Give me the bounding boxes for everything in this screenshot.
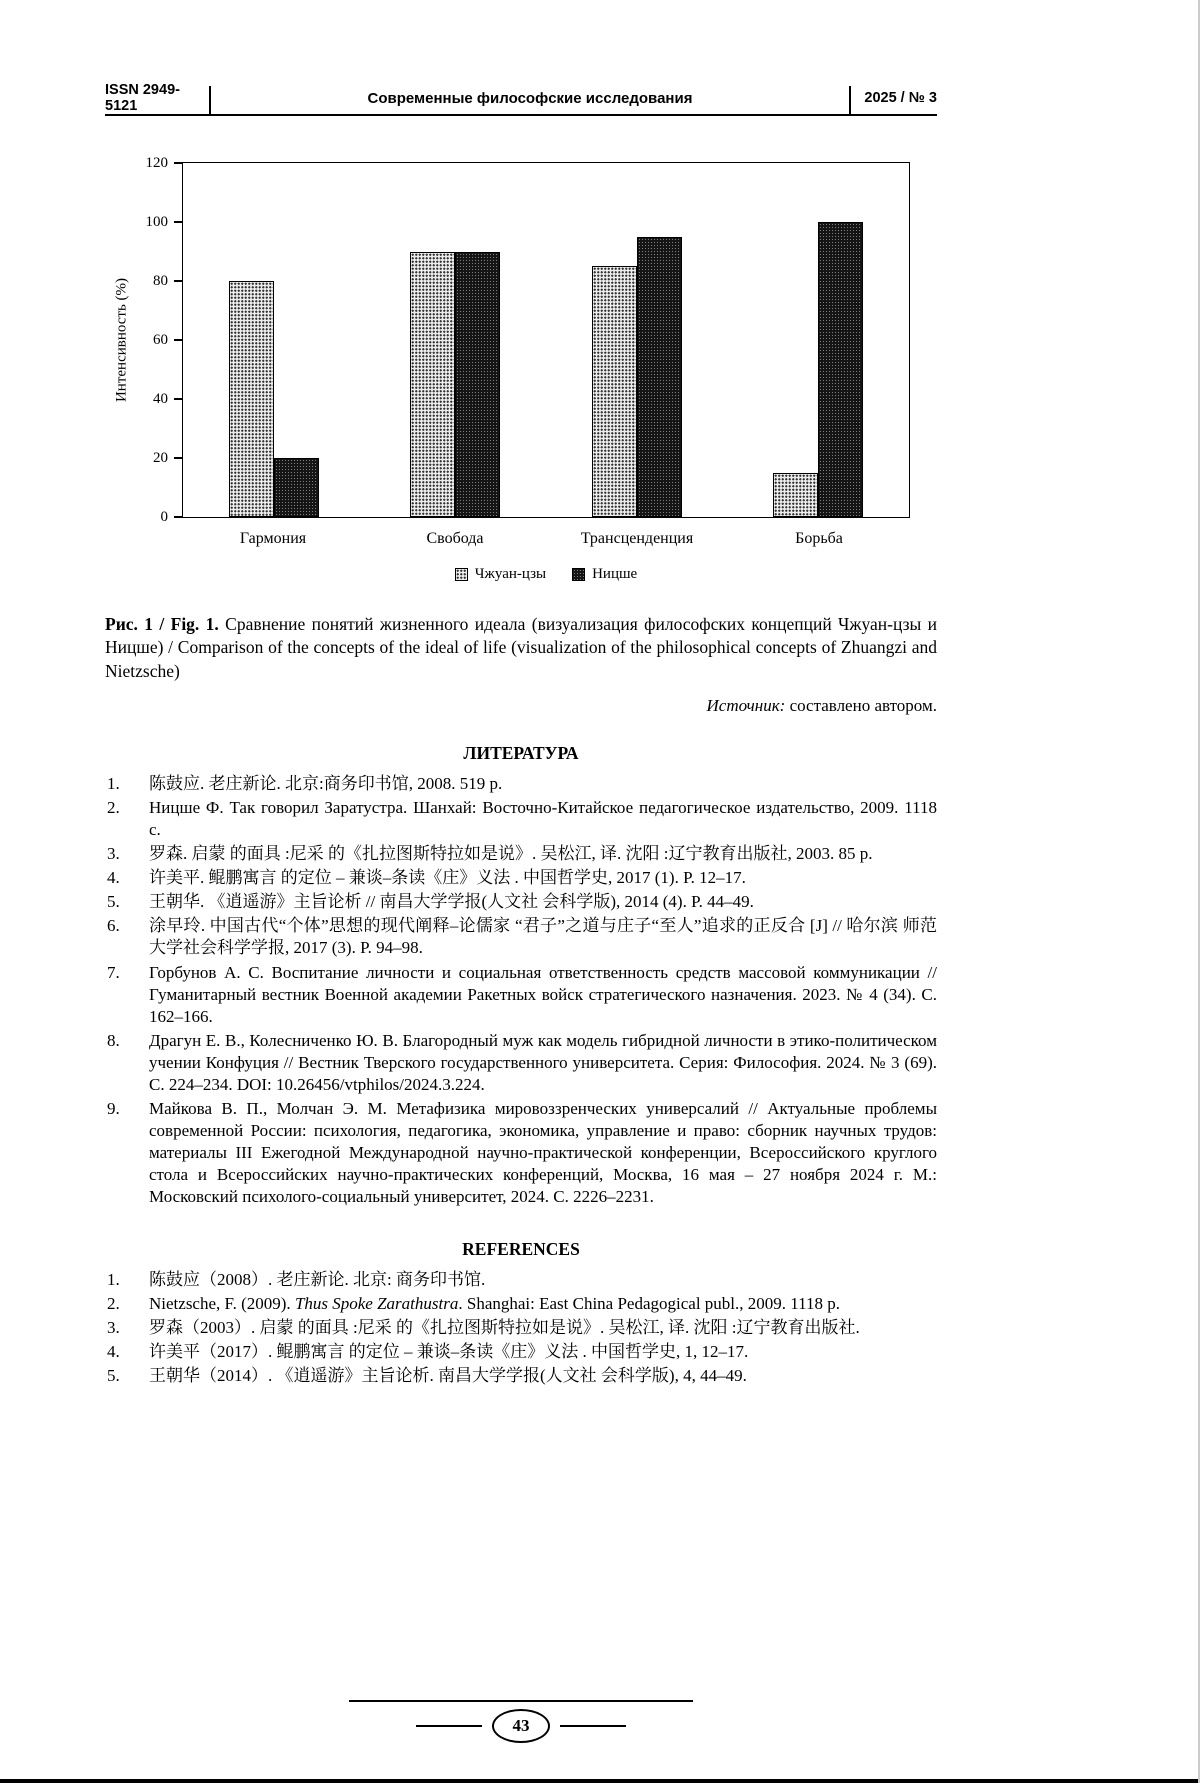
reference-item — [105, 1293, 937, 1315]
legend-swatch-icon — [572, 568, 585, 581]
bar-group — [365, 163, 547, 517]
bar — [229, 281, 274, 517]
legend-swatch-icon — [455, 568, 468, 581]
figure-caption — [105, 613, 937, 683]
page-header — [105, 82, 937, 116]
reference-text: Майкова В. П., Молчан Э. М. Метафизика мировоззренческих универсалий // Актуальные проблемы современной России: психология, педагогика, экономика, управление и право: сборник научных трудов: материалы III Ежегодной Международной научно-практической конференции, Всероссийского круглого стола и Всероссийских научно-практических конференций, Москва, 16 мая – 27 ноября 2024 г. М.: Московский психолого-социальный университет, 2024. С. 2226–2231. — [149, 1099, 937, 1207]
reference-number: 5. — [107, 1365, 120, 1385]
reference-number: 7. — [107, 962, 120, 982]
reference-item — [105, 891, 937, 913]
reference-item — [105, 843, 937, 865]
x-category-label: Борьба — [795, 530, 843, 547]
bar-group — [183, 163, 365, 517]
reference-text: 王朝华（2014）. 《逍遥游》主旨论析. 南昌大学学报(人文社 会科学版), 4, 44–49. — [149, 1365, 747, 1385]
y-tick-label: 20 — [153, 450, 168, 467]
y-tick-label: 60 — [153, 332, 168, 348]
issn-label: ISSN 2949-5121 — [105, 82, 180, 114]
y-tick-mark — [174, 221, 183, 223]
legend-item — [572, 566, 637, 583]
reference-text: 罗森（2003）. 启蒙 的面具 :尼采 的《扎拉图斯特拉如是说》. 吴松江, 译. 沈阳 :辽宁教育出版社. — [149, 1317, 860, 1337]
reference-number: 2. — [107, 797, 120, 817]
y-tick-mark — [174, 516, 183, 518]
y-tick-label: 120 — [145, 155, 168, 171]
source-label: Источник: — [706, 695, 786, 715]
bar — [818, 222, 863, 517]
reference-text: 陈鼓应（2008）. 老庄新论. 北京: 商务印书馆. — [149, 1269, 486, 1289]
chart-plot-area — [145, 155, 910, 525]
reference-number: 6. — [107, 916, 120, 936]
source-note — [105, 696, 937, 716]
bar-chart — [113, 155, 910, 525]
bar — [773, 473, 818, 517]
reference-text: 罗森. 启蒙 的面具 :尼采 的《扎拉图斯特拉如是说》. 吴松江, 译. 沈阳 :辽宁教育出版社, 2003. 85 p. — [149, 844, 873, 864]
reference-item — [105, 773, 937, 795]
reference-number: 1. — [107, 773, 120, 793]
reference-number: 8. — [107, 1030, 120, 1050]
reference-item — [105, 1317, 937, 1339]
x-category-label: Свобода — [426, 530, 484, 547]
legend-label: Ницше — [592, 566, 638, 582]
reference-number: 4. — [107, 868, 120, 888]
reference-text: Ницше Ф. Так говорил Заратустра. Шанхай: Восточно-Китайское педагогическое издательство, 2009. 1118 с. — [149, 797, 937, 839]
bar — [410, 252, 455, 518]
figure-1 — [105, 155, 937, 716]
page-footer — [105, 1700, 937, 1743]
y-tick-label: 40 — [153, 391, 168, 408]
reference-text: Nietzsche, F. (2009). Thus Spoke Zarathustra. Shanghai: East China Pedagogical publ., 2009. 1118 p. — [149, 1293, 841, 1313]
y-tick-mark — [174, 339, 183, 341]
references-heading: REFERENCES — [462, 1238, 580, 1259]
y-tick-mark — [174, 457, 183, 459]
y-tick-mark — [174, 398, 183, 400]
bar — [274, 458, 319, 517]
page-content — [105, 155, 937, 1387]
journal-title: Современные философские исследования — [367, 89, 693, 107]
reference-text: 陈鼓应. 老庄新论. 北京:商务印书馆, 2008. 519 p. — [149, 773, 503, 793]
y-tick-label: 100 — [145, 214, 168, 230]
reference-item — [105, 1269, 937, 1291]
footer-rule — [349, 1700, 693, 1702]
reference-item — [105, 962, 937, 1028]
issue-label: 2025 / № 3 — [864, 90, 937, 106]
bar — [637, 237, 682, 517]
x-category-label: Гармония — [239, 530, 307, 547]
reference-text: Горбунов А. С. Воспитание личности и социальная ответственность средств массовой коммуникации // Гуманитарный вестник Военной академии Ракетных войск стратегического назначения. 2023. № 4 (34). С. 162–166. — [149, 962, 937, 1026]
chart-legend — [182, 566, 910, 583]
y-tick-label: 80 — [153, 273, 168, 290]
reference-text: 许美平. 鲲鹏寓言 的定位 – 兼谈–条读《庄》义法 . 中国哲学史, 2017 (1). P. 12–17. — [149, 868, 746, 888]
literature-list — [105, 773, 937, 1209]
reference-number: 4. — [107, 1341, 120, 1361]
bar — [592, 266, 637, 517]
reference-number: 5. — [107, 892, 120, 912]
references-list — [105, 1269, 937, 1387]
y-tick-mark — [174, 280, 183, 282]
reference-text: 涂早玲. 中国古代“个体”思想的现代阐释–论儒家 “君子”之道与庄子“至人”追求的正反合 [J] // 哈尔滨 师范大学社会科学学报, 2017 (3). P. 94–98. — [149, 916, 937, 958]
reference-text: 王朝华. 《逍遥游》主旨论析 // 南昌大学学报(人文社 会科学版), 2014 (4). P. 44–49. — [149, 892, 754, 912]
page-number-row — [416, 1709, 626, 1743]
y-axis-title: Интенсивность (%) — [113, 277, 130, 403]
reference-text: 许美平（2017）. 鲲鹏寓言 的定位 – 兼谈–条读《庄》义法 . 中国哲学史, 1, 12–17. — [149, 1341, 749, 1361]
bar-group — [546, 163, 728, 517]
reference-number: 3. — [107, 844, 120, 864]
reference-item — [105, 1098, 937, 1208]
reference-number: 9. — [107, 1099, 120, 1119]
legend-item — [455, 566, 546, 583]
reference-item — [105, 867, 937, 889]
reference-item — [105, 1365, 937, 1387]
source-text: составлено автором. — [785, 695, 937, 715]
literature-heading: ЛИТЕРАТУРА — [463, 742, 579, 763]
reference-number: 1. — [107, 1269, 120, 1289]
reference-item — [105, 915, 937, 959]
y-tick-label: 0 — [160, 509, 168, 525]
reference-number: 2. — [107, 1293, 120, 1313]
legend-label: Чжуан-цзы — [474, 566, 547, 582]
figure-caption-number: Рис. 1 / Fig. 1. — [105, 614, 219, 634]
reference-item — [105, 797, 937, 841]
reference-number: 3. — [107, 1317, 120, 1337]
footer-rule-left — [416, 1725, 482, 1727]
bar — [455, 252, 500, 518]
page-number: 43 — [492, 1709, 550, 1743]
x-category-label: Трансценденция — [580, 530, 694, 547]
reference-item — [105, 1030, 937, 1096]
scan-edge-bottom — [0, 1779, 1200, 1783]
bar-group — [728, 163, 910, 517]
footer-rule-right — [560, 1725, 626, 1727]
reference-text: Драгун Е. В., Колесниченко Ю. В. Благородный муж как модель гибридной личности в этико-политическом учении Конфуция // Вестник Тверского государственного университета. Серия: Философия. 2024. № 3 (69). С. 224–234. DOI: 10.26456/vtphilos/2024.3.224. — [149, 1030, 937, 1095]
x-axis-labels — [182, 530, 910, 548]
figure-caption-text: Сравнение понятий жизненного идеала (визуализация философских концепций Чжуан-цзы и Ницше) / Comparison of the concepts of the ideal of life (visualization of the philosophical concepts of Zhuangzi and Nietzsche) — [105, 614, 937, 681]
y-tick-mark — [174, 162, 183, 164]
bar-groups — [183, 163, 909, 517]
reference-item — [105, 1341, 937, 1363]
